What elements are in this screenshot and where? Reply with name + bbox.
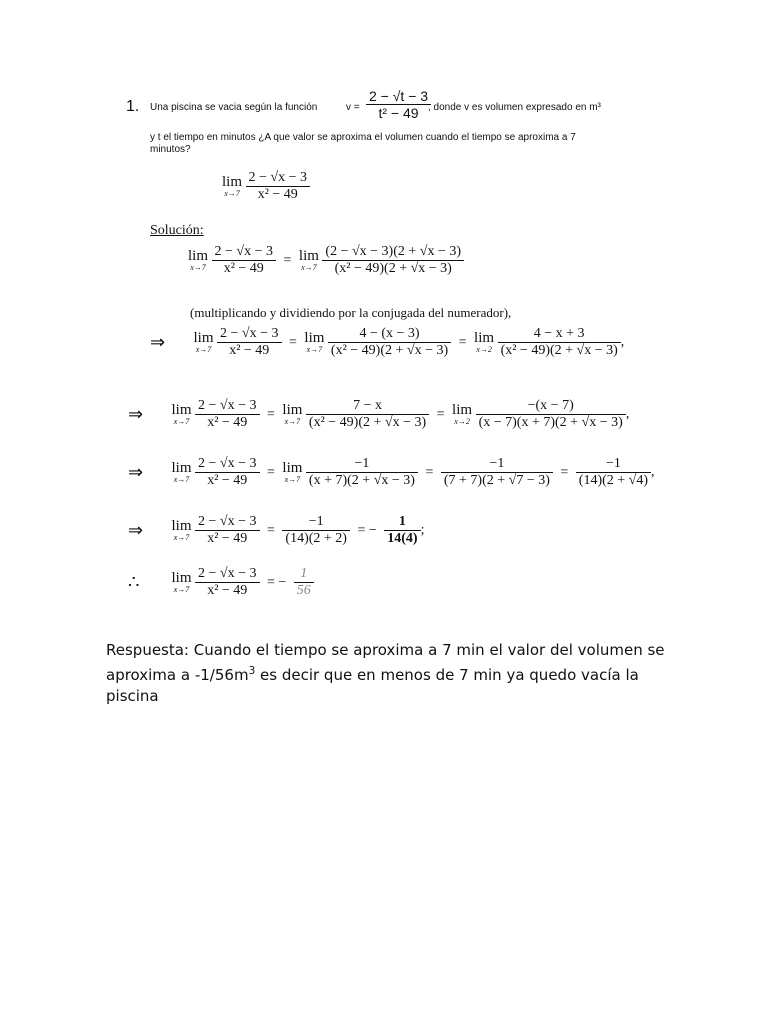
lim-label: lim bbox=[298, 248, 319, 264]
equals-minus: = − bbox=[357, 522, 377, 538]
lim-sub: x→7 bbox=[173, 417, 190, 426]
frac-num: −1 bbox=[441, 456, 553, 473]
frac-num: 2 − √x − 3 bbox=[195, 566, 259, 583]
lim-sub: x→7 bbox=[306, 345, 323, 354]
frac-num: −1 bbox=[282, 514, 350, 531]
equals-sign: = bbox=[267, 406, 275, 422]
therefore-icon: ∴ bbox=[128, 572, 140, 592]
frac-den: (x² − 49)(2 + √x − 3) bbox=[500, 343, 618, 358]
lim-label: lim bbox=[171, 518, 192, 534]
semicolon: ; bbox=[420, 522, 425, 538]
frac-den: (14)(2 + 2) bbox=[285, 531, 347, 546]
lim-label: lim bbox=[171, 402, 192, 418]
frac-den: 14(4) bbox=[387, 531, 418, 546]
lim-sub: x→7 bbox=[301, 263, 317, 272]
comma: , bbox=[620, 334, 625, 350]
frac-num: 4 − (x − 3) bbox=[328, 326, 451, 343]
frac-num: −1 bbox=[576, 456, 651, 473]
step-3 bbox=[128, 398, 629, 431]
lim-label: lim bbox=[188, 248, 209, 264]
frac-den: x² − 49 bbox=[207, 583, 248, 598]
step-5 bbox=[128, 514, 424, 547]
lim-label: lim bbox=[304, 330, 325, 346]
equals-sign: = bbox=[560, 464, 569, 480]
intro-num: 2 − √x − 3 bbox=[246, 170, 310, 187]
answer-superscript: 3 bbox=[248, 665, 256, 677]
frac-num: −(x − 7) bbox=[476, 398, 626, 415]
solution-label: Solución: bbox=[150, 223, 204, 238]
frac-den: x² − 49 bbox=[223, 261, 264, 276]
frac-num: 2 − √x − 3 bbox=[195, 514, 259, 531]
problem-line1-end: , donde v es volumen expresado en m³ bbox=[428, 102, 601, 113]
frac-den: (x² − 49)(2 + √x − 3) bbox=[308, 415, 427, 430]
frac-num: 1 bbox=[384, 514, 420, 531]
lim-sub: x→2 bbox=[476, 345, 492, 354]
lim-sub: x→7 bbox=[284, 475, 301, 484]
frac-den: (14)(2 + √4) bbox=[578, 473, 649, 488]
problem-number: 1. bbox=[126, 98, 140, 115]
v-numerator: 2 − √t − 3 bbox=[366, 88, 431, 105]
lim-label: lim bbox=[282, 460, 303, 476]
frac-den: (x² − 49)(2 + √x − 3) bbox=[330, 343, 449, 358]
lim-label: lim bbox=[171, 460, 192, 476]
answer-text-a: Respuesta: Cuando el tiempo se aproxima a 7 min el valor del volumen se aproxima a -1/56m bbox=[106, 641, 665, 684]
lim-sub: x→7 bbox=[195, 345, 212, 354]
lim-label: lim bbox=[193, 330, 214, 346]
lim-label: lim bbox=[474, 330, 495, 346]
equals-sign: = bbox=[425, 464, 434, 480]
v-denominator: t² − 49 bbox=[378, 105, 419, 121]
frac-den: (7 + 7)(2 + √7 − 3) bbox=[443, 473, 550, 488]
frac-num: −1 bbox=[306, 456, 418, 473]
frac-den: (x − 7)(x + 7)(2 + √x − 3) bbox=[478, 415, 623, 430]
frac-den: x² − 49 bbox=[207, 415, 248, 430]
answer-paragraph bbox=[106, 640, 676, 707]
frac-num: 7 − x bbox=[306, 398, 429, 415]
frac-den: x² − 49 bbox=[207, 531, 248, 546]
lim-label: lim bbox=[222, 174, 243, 190]
frac-num: 2 − √x − 3 bbox=[195, 398, 259, 415]
frac-num: 2 − √x − 3 bbox=[195, 456, 259, 473]
intro-den: x² − 49 bbox=[257, 187, 298, 202]
equals-sign: = bbox=[267, 522, 275, 538]
equals-sign: = bbox=[436, 406, 445, 422]
problem-line1-text: Una piscina se vacia según la función bbox=[150, 102, 318, 113]
frac-den: x² − 49 bbox=[229, 343, 270, 358]
problem-line3: minutos? bbox=[150, 144, 191, 155]
equals-sign: = bbox=[458, 334, 467, 350]
equals-sign: = bbox=[283, 252, 292, 268]
v-equals: v = bbox=[346, 102, 360, 113]
problem-line2: y t el tiempo en minutos ¿A que valor se aproxima el volumen cuando el tiempo se aproxima a 7 bbox=[150, 132, 576, 143]
implies-icon: ⇒ bbox=[150, 332, 166, 352]
intro-limit bbox=[222, 170, 310, 203]
frac-num: 4 − x + 3 bbox=[498, 326, 621, 343]
lim-label: lim bbox=[452, 402, 473, 418]
implies-icon: ⇒ bbox=[128, 404, 144, 424]
lim-label: lim bbox=[171, 570, 192, 586]
lim-sub: x→7 bbox=[224, 189, 240, 198]
frac-den: 56 bbox=[296, 583, 311, 598]
equals-sign: = bbox=[267, 464, 275, 480]
lim-sub: x→7 bbox=[173, 533, 190, 542]
v-formula bbox=[366, 88, 431, 121]
step-6 bbox=[128, 566, 314, 599]
frac-num: (2 − √x − 3)(2 + √x − 3) bbox=[322, 244, 464, 261]
frac-num: 1 bbox=[294, 566, 314, 583]
lim-sub: x→7 bbox=[190, 263, 206, 272]
step-2 bbox=[150, 326, 624, 359]
implies-icon: ⇒ bbox=[128, 462, 144, 482]
frac-num: 2 − √x − 3 bbox=[212, 244, 276, 261]
step-1 bbox=[188, 244, 464, 277]
lim-sub: x→7 bbox=[284, 417, 301, 426]
conjugate-note: (multiplicando y dividiendo por la conjugada del numerador), bbox=[190, 305, 512, 320]
frac-num: 2 − √x − 3 bbox=[217, 326, 281, 343]
step-4 bbox=[128, 456, 655, 489]
lim-sub: x→7 bbox=[173, 585, 190, 594]
answer-text-b: es decir que en menos de 7 min ya quedo vacía la piscina bbox=[106, 666, 639, 705]
frac-den: x² − 49 bbox=[207, 473, 248, 488]
lim-label: lim bbox=[282, 402, 303, 418]
comma: , bbox=[651, 464, 655, 480]
frac-den: (x + 7)(2 + √x − 3) bbox=[308, 473, 415, 488]
comma: , bbox=[625, 406, 630, 422]
frac-den: (x² − 49)(2 + √x − 3) bbox=[334, 261, 452, 276]
lim-sub: x→7 bbox=[173, 475, 190, 484]
equals-minus: = − bbox=[267, 574, 287, 590]
lim-sub: x→2 bbox=[454, 417, 470, 426]
implies-icon: ⇒ bbox=[128, 520, 144, 540]
equals-sign: = bbox=[289, 334, 297, 350]
